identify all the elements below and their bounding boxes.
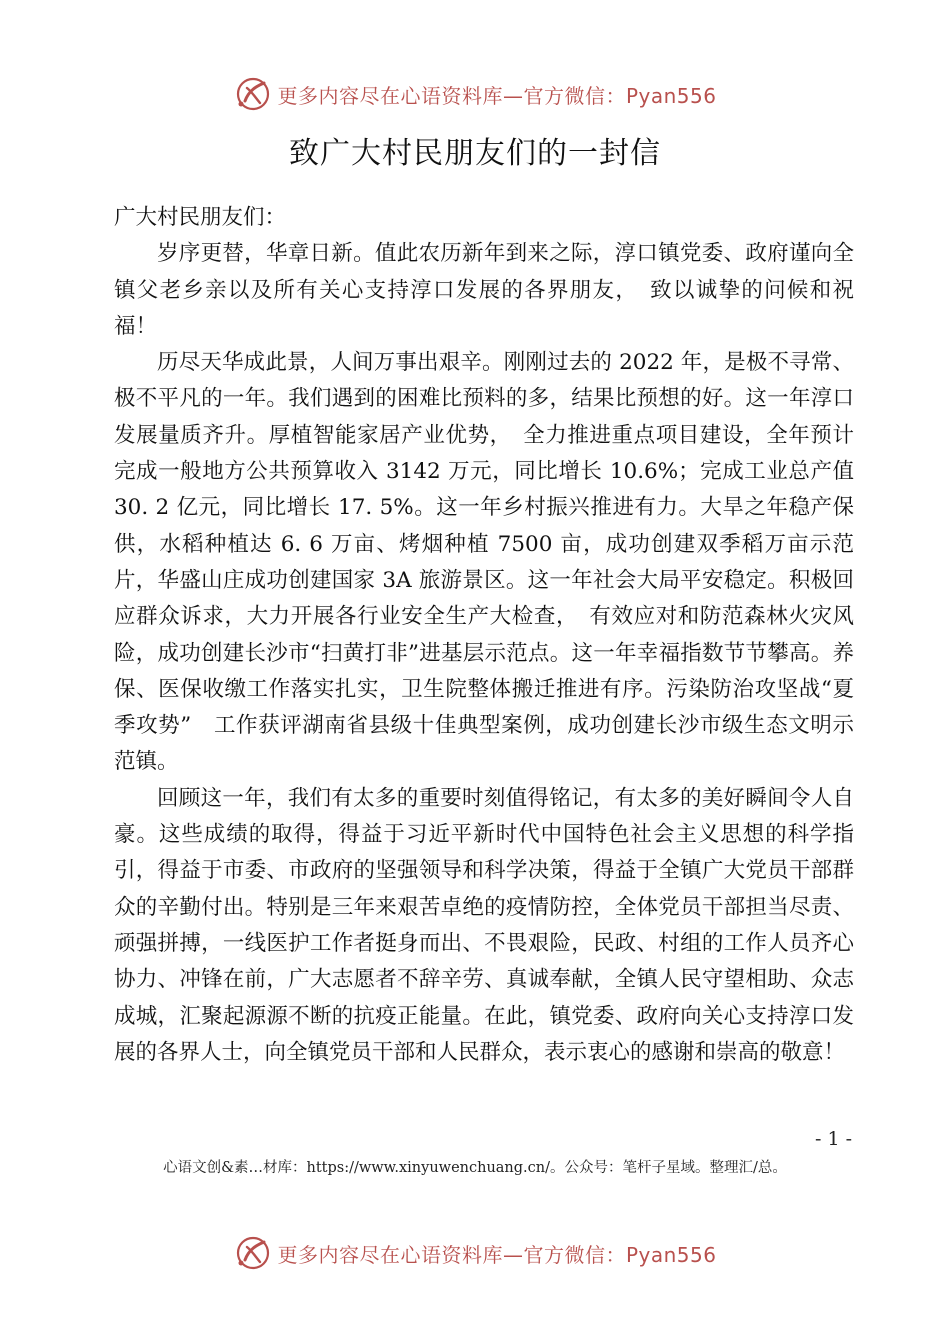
paragraph-gratitude: 回顾这一年，我们有太多的重要时刻值得铭记，有太多的美好瞬间令人自豪。这些成绩的取得，得益于习近平新时代中国特色社会主义思想的科学指引，得益于市委、市政府的坚强领导和科学决策，得益于全镇广大党员干部群众的辛勤付出。特别是三年来艰苦卓绝的疫情防控，全体党员干部担当尽责、顽强拼搏，一线医护工作者挺身而出、不畏艰险，民政、村组的工作人员齐心协力、冲锋在前，广大志愿者不辞辛劳、真诚奉献，全镇人民守望相助、众志成城，汇聚起源源不断的抗疫正能量。在此，镇党委、政府向关心支持淳口发展的各界人士，向全镇党员干部和人民群众，表示衷心的感谢和崇高的敬意！ <box>114 785 854 1065</box>
seal-logo-icon <box>233 1233 273 1273</box>
seal-logo-icon <box>233 74 273 114</box>
paragraph-achievements: 历尽天华成此景，人间万事出艰辛。刚刚过去的 2022 年，是极不寻常、极不平凡的一年。我们遇到的困难比预料的多，结果比预想的好。这一年淳口发展量质齐升。厚植智能家居产业优势， 全力推进重点项目建设，全年预计完成一般地方公共预算收入 3142 万元，同比增长 10.6%；完成工业总产值 30. 2 亿元，同比增长 17. 5%。这一年乡村振兴推进有力。大旱之年稳产保供，水稻种植达 6. 6 万亩、烤烟种植 7500 亩，成功创建双季稻万亩示范片，华盛山庄成功创建国家 3A 旅游景区。这一年社会大局平安稳定。积极回应群众诉求，大力开展各行业安全生产大检查， 有效应对和防范森林火灾风险，成功创建长沙市“扫黄打非”进基层示范点。这一年幸福指数节节攀高。养保、医保收缴工作落实扎实，卫生院整体搬迁推进有序。污染防治攻坚战“夏季攻势” 工作获评湖南省县级十佳典型案例，成功创建长沙市级生态文明示范镇。 <box>114 350 854 775</box>
top-watermark-banner <box>0 74 950 114</box>
page-number: - 1 - <box>814 1128 852 1150</box>
paragraph-greeting: 岁序更替，华章日新。值此农历新年到来之际，淳口镇党委、政府谨向全镇父老乡亲以及所有关心支持淳口发展的各界朋友， 致以诚挚的问候和祝福！ <box>114 241 854 339</box>
footer-note: 心语文创&素…材库：https://www.xinyuwenchuang.cn/。公众号：笔杆子星域。整理汇/总。 <box>163 1160 787 1176</box>
salutation: 广大村民朋友们： <box>114 205 287 230</box>
letter-body <box>114 200 854 1071</box>
watermark-text: 更多内容尽在心语资料库—官方微信：Pyan556 <box>277 1242 717 1267</box>
document-title: 致广大村民朋友们的一封信 <box>289 136 661 171</box>
bottom-watermark-banner <box>0 1233 950 1273</box>
watermark-text: 更多内容尽在心语资料库—官方微信：Pyan556 <box>277 83 717 108</box>
